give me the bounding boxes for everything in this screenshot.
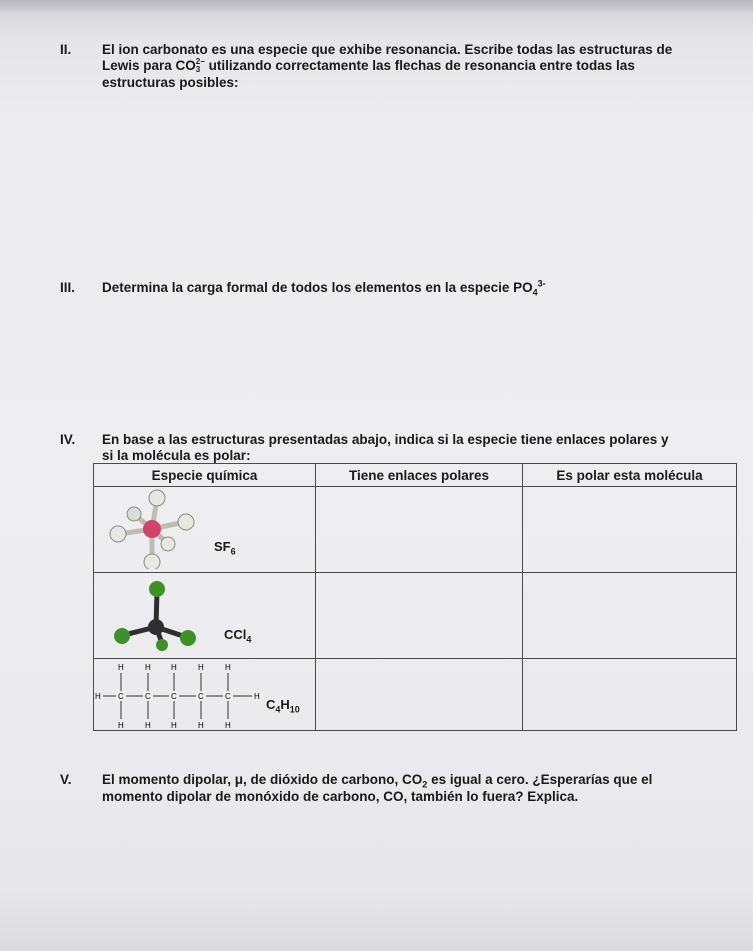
hydrogen-label: H xyxy=(198,663,204,672)
c4h10-structural-formula xyxy=(94,661,264,731)
c4h10-species-cell xyxy=(94,659,316,731)
hydrogen-label: H xyxy=(95,692,101,701)
sf6-species-cell xyxy=(94,487,316,573)
carbon-label: C xyxy=(145,692,151,701)
hydrogen-label: H xyxy=(254,692,260,701)
fluorine-atom xyxy=(178,514,194,530)
ccl4-formula-main: CCl xyxy=(224,627,247,642)
sf6-polar-bonds-answer[interactable] xyxy=(316,487,523,573)
q4-line2: si la molécula es polar: xyxy=(102,448,251,463)
q3-number: III. xyxy=(60,280,76,295)
fluorine-atom xyxy=(161,537,175,551)
q2-line1: El ion carbonato es una especie que exhibe resonancia. Escribe todas las estructuras de xyxy=(102,42,673,57)
hydrogen-label: H xyxy=(198,721,204,730)
q2-charge xyxy=(196,58,205,74)
page-top-shadow xyxy=(0,0,753,14)
q5-line1-sub: 2 xyxy=(422,779,428,790)
q3-text xyxy=(102,278,546,298)
q5-number: V. xyxy=(60,772,72,787)
c4h10-formula-sub2: 10 xyxy=(289,704,300,715)
q5-line1-post: es igual a cero. ¿Esperarías que el xyxy=(427,772,653,787)
ccl4-formula xyxy=(224,627,251,645)
carbon-label: C xyxy=(171,692,177,701)
sulfur-atom xyxy=(143,520,161,538)
q2-charge-sub: 3 xyxy=(195,65,201,75)
chlorine-atom xyxy=(114,628,130,644)
c4h10-formula-c: C xyxy=(266,697,276,712)
table-row-ccl4 xyxy=(94,573,737,659)
hydrogen-label: H xyxy=(145,663,151,672)
hydrogen-label: H xyxy=(118,663,124,672)
carbon-label: C xyxy=(198,692,204,701)
carbon-label: C xyxy=(118,692,124,701)
carbon-atom xyxy=(148,619,164,635)
header-especie: Especie química xyxy=(94,464,316,487)
q2-charge-sup: 2− xyxy=(195,57,205,67)
carbon-label: C xyxy=(225,692,231,701)
q2-line3: estructuras posibles: xyxy=(102,75,239,90)
fluorine-atom xyxy=(110,526,126,542)
header-enlaces-polares: Tiene enlaces polares xyxy=(316,464,523,487)
c4h10-formula-h: H xyxy=(280,697,290,712)
sf6-formula xyxy=(214,539,236,557)
header-molecula-polar: Es polar esta molécula xyxy=(523,464,737,487)
sf6-polar-molecule-answer[interactable] xyxy=(523,487,737,573)
c4h10-formula-sub1: 4 xyxy=(275,704,281,715)
q3-sup: 3- xyxy=(537,278,546,289)
q5-line2: momento dipolar de monóxido de carbono, CO, también lo fuera? Explica. xyxy=(102,789,579,804)
fluorine-atom xyxy=(144,554,160,569)
ccl4-polar-bonds-answer[interactable] xyxy=(316,573,523,659)
sf6-formula-sub: 6 xyxy=(230,546,236,557)
ccl4-formula-sub: 4 xyxy=(246,634,252,645)
q3-sub: 4 xyxy=(532,287,538,298)
chlorine-atom xyxy=(149,581,165,597)
q5-line1-pre: El momento dipolar, μ, de dióxido de carbono, CO xyxy=(102,772,423,787)
ccl4-ball-stick-model xyxy=(104,575,214,655)
q4-line1: En base a las estructuras presentadas abajo, indica si la especie tiene enlaces polares y xyxy=(102,432,669,447)
hydrogen-label: H xyxy=(225,663,231,672)
table-header-row xyxy=(94,464,737,487)
c4h10-polar-molecule-answer[interactable] xyxy=(523,659,737,731)
fluorine-atom xyxy=(149,490,165,506)
hydrogen-label: H xyxy=(118,721,124,730)
sf6-ball-stick-model xyxy=(102,489,212,569)
chlorine-atom xyxy=(180,630,196,646)
q2-line2-pre: Lewis para CO xyxy=(102,58,196,73)
ccl4-polar-molecule-answer[interactable] xyxy=(523,573,737,659)
q2-line2 xyxy=(102,58,635,74)
table-row-sf6 xyxy=(94,487,737,573)
hydrogen-label: H xyxy=(171,721,177,730)
hydrogen-label: H xyxy=(145,721,151,730)
hydrogen-label: H xyxy=(225,721,231,730)
q2-number: II. xyxy=(60,42,72,57)
polarity-table xyxy=(93,463,737,731)
q2-line2-post: utilizando correctamente las flechas de resonancia entre todas las xyxy=(204,58,635,73)
c4h10-formula xyxy=(266,697,300,715)
table-row-c4h10 xyxy=(94,659,737,731)
sf6-formula-main: SF xyxy=(214,539,231,554)
hydrogen-label: H xyxy=(171,663,177,672)
q3-text-main: Determina la carga formal de todos los elementos en la especie PO xyxy=(102,280,533,295)
fluorine-atom xyxy=(127,507,141,521)
page-bottom-shadow xyxy=(0,891,753,951)
q4-number: IV. xyxy=(60,432,76,447)
c4h10-polar-bonds-answer[interactable] xyxy=(316,659,523,731)
q5-line1 xyxy=(102,772,653,790)
ccl4-species-cell xyxy=(94,573,316,659)
chlorine-atom xyxy=(156,639,168,651)
